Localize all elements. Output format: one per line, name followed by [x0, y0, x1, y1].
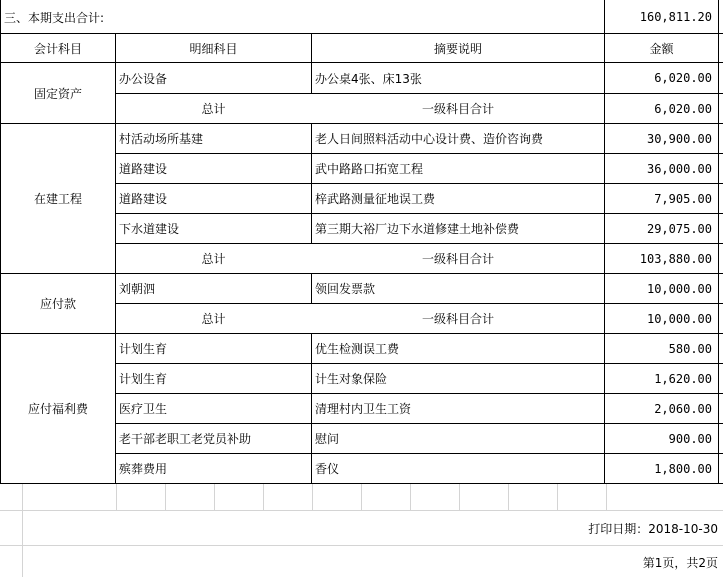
total-amount: 103,880.00	[639, 251, 712, 266]
detail-cell: 道路建设	[119, 162, 168, 176]
detail-cell: 刘朝泗	[119, 282, 156, 296]
section-total: 160,811.20	[639, 10, 712, 24]
amount-cell: 900.00	[668, 431, 712, 446]
summary-cell: 领回发票款	[315, 282, 376, 296]
header-account: 会计科目	[33, 41, 82, 56]
amount-cell: 2,060.00	[654, 401, 712, 416]
page-info: 第1页，共2页	[642, 555, 718, 570]
detail-cell: 道路建设	[119, 192, 168, 206]
summary-cell: 香仪	[315, 462, 340, 476]
total-amount: 6,020.00	[654, 101, 712, 116]
total-amount: 10,000.00	[646, 311, 712, 326]
print-date: 打印日期：2018-10-30	[588, 521, 718, 536]
amount-cell: 36,000.00	[646, 161, 712, 176]
detail-cell: 计划生育	[119, 342, 168, 356]
summary-cell: 计生对象保险	[315, 372, 388, 386]
detail-cell: 办公设备	[119, 71, 168, 86]
amount-cell: 1,800.00	[654, 461, 712, 476]
amount-cell: 7,905.00	[654, 191, 712, 206]
header-amount: 金额	[649, 41, 674, 56]
account-cell: 固定资产	[33, 86, 82, 101]
total-summary: 一级科目合计	[421, 252, 494, 266]
summary-cell: 老人日间照料活动中心设计费、造价咨询费	[315, 132, 544, 146]
detail-cell: 村活动场所基建	[119, 132, 204, 146]
section-title: 三、本期支出合计:	[4, 10, 105, 25]
total-label: 总计	[201, 252, 226, 266]
account-cell: 应付福利费	[27, 402, 88, 416]
account-cell: 应付款	[39, 297, 76, 311]
summary-cell: 梓武路测量征地误工费	[315, 192, 436, 206]
detail-cell: 老干部老职工老党员补助	[119, 432, 252, 446]
summary-cell: 武中路路口拓宽工程	[315, 162, 424, 176]
summary-cell: 慰问	[315, 432, 340, 446]
amount-cell: 1,620.00	[654, 371, 712, 386]
header-detail: 明细科目	[189, 41, 238, 56]
amount-cell: 580.00	[668, 341, 712, 356]
total-summary: 一级科目合计	[421, 312, 494, 326]
amount-cell: 30,900.00	[646, 131, 712, 146]
total-label: 总计	[201, 312, 226, 326]
summary-cell: 清理村内卫生工资	[315, 402, 412, 416]
total-label: 总计	[201, 102, 226, 116]
summary-cell: 优生检测误工费	[315, 342, 400, 356]
amount-cell: 6,020.00	[654, 71, 712, 85]
detail-cell: 医疗卫生	[119, 402, 168, 416]
header-summary: 摘要说明	[433, 41, 482, 56]
amount-cell: 10,000.00	[646, 281, 712, 296]
account-cell: 在建工程	[33, 192, 82, 206]
detail-cell: 计划生育	[119, 372, 168, 386]
detail-cell: 殡葬费用	[119, 462, 168, 476]
total-summary: 一级科目合计	[421, 102, 494, 116]
summary-cell: 第三期大裕厂边下水道修建土地补偿费	[315, 222, 520, 236]
amount-cell: 29,075.00	[646, 221, 712, 236]
detail-cell: 下水道建设	[119, 222, 180, 236]
summary-cell: 办公桌4张、床13张	[315, 71, 422, 86]
